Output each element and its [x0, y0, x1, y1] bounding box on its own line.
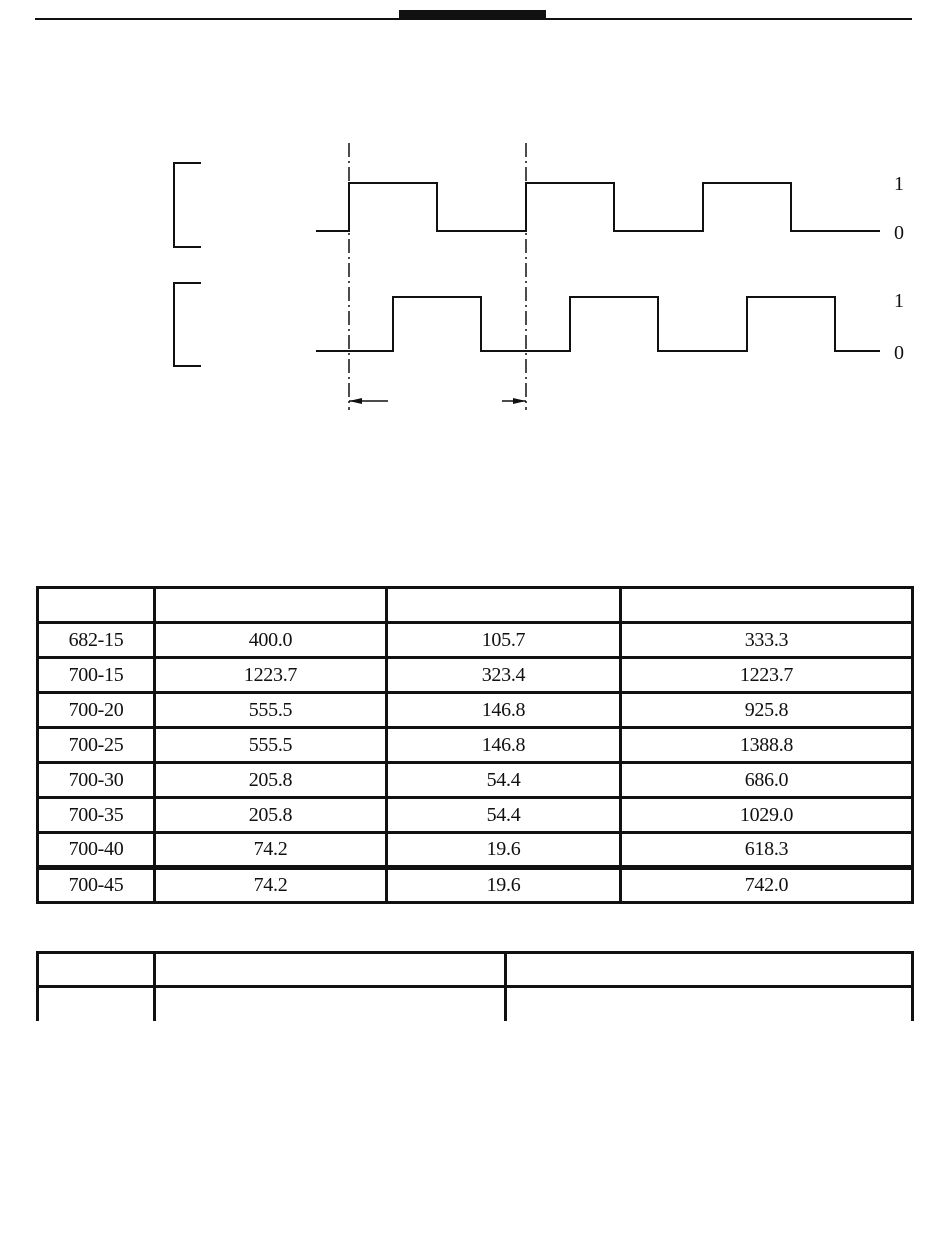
table-row [38, 658, 913, 693]
table-row [38, 798, 913, 833]
model-cell: 682-15 [38, 623, 155, 658]
model-cell: 700-40 [38, 833, 155, 868]
value-cell: 925.8 [621, 693, 913, 728]
channel-a-bracket [174, 163, 201, 247]
table-row [38, 833, 913, 868]
value-cell: 54.4 [387, 763, 621, 798]
table-cell [506, 987, 913, 1021]
channel-a-low-label: 0 [894, 222, 904, 244]
value-cell: 618.3 [621, 833, 913, 868]
quadrature-waveform-diagram [0, 0, 950, 440]
value-cell: 146.8 [387, 728, 621, 763]
value-cell: 19.6 [387, 868, 621, 903]
value-cell: 1223.7 [155, 658, 387, 693]
channel-a-high-label: 1 [894, 173, 904, 195]
table-row [38, 728, 913, 763]
value-cell: 333.3 [621, 623, 913, 658]
model-cell: 700-25 [38, 728, 155, 763]
header-cell [38, 588, 155, 623]
model-cell: 700-45 [38, 868, 155, 903]
table-cell [38, 987, 155, 1021]
model-cell: 700-30 [38, 763, 155, 798]
value-cell: 555.5 [155, 693, 387, 728]
header-cell [38, 953, 155, 987]
value-cell: 205.8 [155, 763, 387, 798]
channel-b-high-label: 1 [894, 290, 904, 312]
channel-b-signal [316, 297, 880, 351]
model-cell: 700-35 [38, 798, 155, 833]
value-cell: 54.4 [387, 798, 621, 833]
model-cell: 700-20 [38, 693, 155, 728]
secondary-table [36, 951, 914, 1021]
header-cell [621, 588, 913, 623]
value-cell: 555.5 [155, 728, 387, 763]
value-cell: 686.0 [621, 763, 913, 798]
model-cell: 700-15 [38, 658, 155, 693]
value-cell: 1223.7 [621, 658, 913, 693]
header-cell [506, 953, 913, 987]
header-cell [155, 953, 506, 987]
table-row [38, 868, 913, 903]
value-cell: 74.2 [155, 833, 387, 868]
value-cell: 1388.8 [621, 728, 913, 763]
value-cell: 19.6 [387, 833, 621, 868]
value-cell: 1029.0 [621, 798, 913, 833]
table-row [38, 763, 913, 798]
table-cell [155, 987, 506, 1021]
table-row [38, 987, 913, 1021]
value-cell: 400.0 [155, 623, 387, 658]
channel-a-signal [316, 183, 880, 231]
value-cell: 74.2 [155, 868, 387, 903]
header-cell [155, 588, 387, 623]
table-row [38, 623, 913, 658]
value-cell: 146.8 [387, 693, 621, 728]
period-dimension-arrow [349, 398, 526, 404]
value-cell: 205.8 [155, 798, 387, 833]
value-cell: 105.7 [387, 623, 621, 658]
channel-b-bracket [174, 283, 201, 366]
channel-b-low-label: 0 [894, 342, 904, 364]
table-row [38, 693, 913, 728]
value-cell: 323.4 [387, 658, 621, 693]
table-header-row [38, 588, 913, 623]
value-cell: 742.0 [621, 868, 913, 903]
header-cell [387, 588, 621, 623]
output-table [36, 586, 914, 904]
table-header-row [38, 953, 913, 987]
